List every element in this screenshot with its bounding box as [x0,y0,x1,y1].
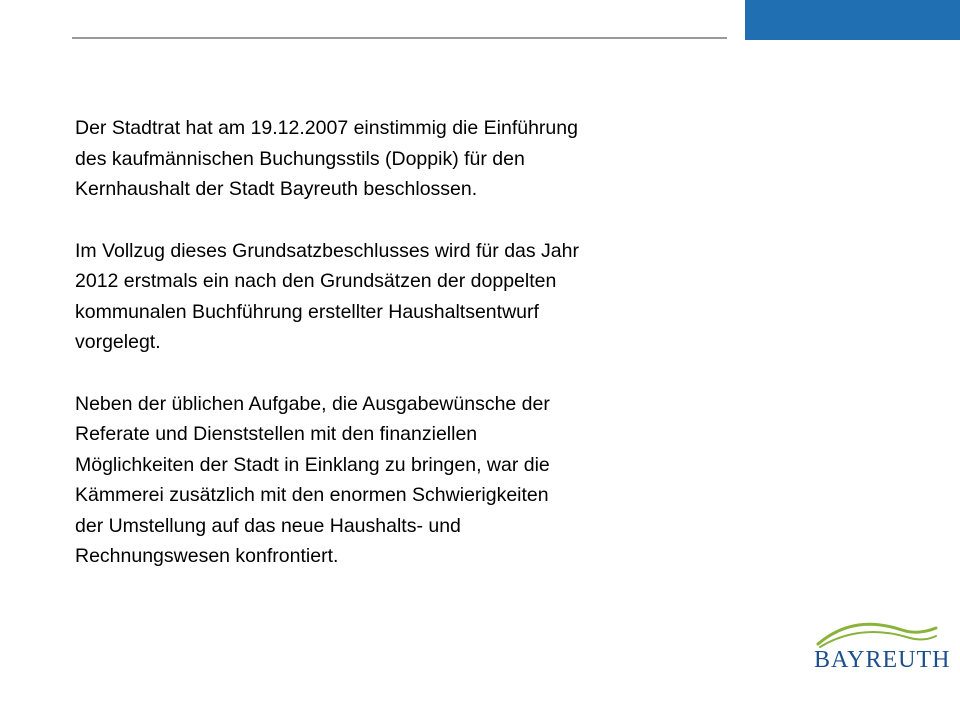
header-divider [72,37,727,39]
body-text [75,113,715,603]
text-line: Der Stadtrat hat am 19.12.2007 einstimmig die Einführung [75,117,578,139]
text-line: Kernhaushalt der Stadt Bayreuth beschlossen. [75,178,478,200]
corner-accent-block [745,0,960,40]
text-line: der Umstellung auf das neue Haushalts- und [75,514,461,537]
text-line: 2012 erstmals ein nach den Grundsätzen der doppelten [75,270,557,292]
text-line: Kämmerei zusätzlich mit den enormen Schwierigkeiten [75,484,549,506]
text-line: Rechnungswesen konfrontiert. [75,545,339,567]
text-line: des kaufmännischen Buchungsstils (Doppik) für den [75,147,525,170]
paragraph-2 [75,236,715,358]
bayreuth-logo [814,618,951,680]
text-line: Referate und Dienststellen mit den finanziellen [75,423,478,445]
paragraph-1 [75,113,715,205]
logo-wordmark: BAYREUTH [814,647,951,673]
text-line: Neben der üblichen Aufgabe, die Ausgabewünsche der [75,392,550,415]
text-line: vorgelegt. [75,331,161,353]
text-line: kommunalen Buchführung erstellter Haushaltsentwurf [75,300,539,323]
text-line: Möglichkeiten der Stadt in Einklang zu bringen, war die [75,453,550,476]
paragraph-3 [75,389,715,572]
text-line: Im Vollzug dieses Grundsatzbeschlusses wird für das Jahr [75,239,579,262]
